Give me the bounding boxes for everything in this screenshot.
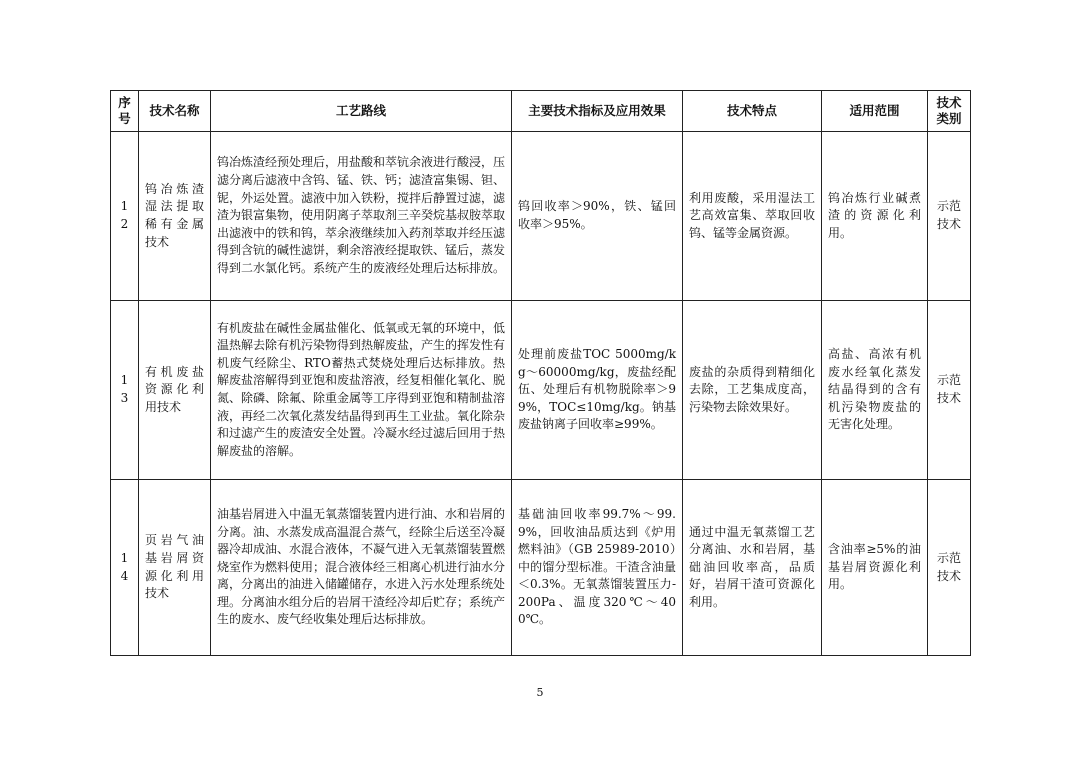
header-serial-no: 序号 — [111, 91, 139, 132]
category-cell: 示范技术 — [928, 301, 971, 480]
process-route-cell: 油基岩屑进入中温无氧蒸馏装置内进行油、水和岩屑的分离。油、水蒸发成高温混合蒸气，经除尘后送至冷凝器冷却成油、水混合液体，不凝气进入无氧蒸馏装置燃烧室作为燃料使用；混合液体经三相离心机进行油水分离，分离出的油进入储罐储存，水进入污水处理系统处理。分离油水组分后的岩屑干渣经冷却后贮存；系统产生的废水、废气经收集处理后达标排放。 — [211, 480, 512, 656]
header-scope: 适用范围 — [822, 91, 928, 132]
header-tech-name: 技术名称 — [139, 91, 211, 132]
indicators-cell: 钨回收率＞90%，铁、锰回收率＞95%。 — [512, 132, 683, 301]
process-route-cell: 有机废盐在碱性金属盐催化、低氧或无氧的环境中，低温热解去除有机污染物得到热解废盐，产生的挥发性有机废气经除尘、RTO蓄热式焚烧处理后达标排放。热解废盐溶解得到亚饱和废盐溶液，经复相催化氧化、脱氮、除磷、除氟、除重金属等工序得到亚饱和精制盐溶液，再经二次氧化蒸发结晶得到再生工业盐。氧化除杂和过滤产生的废渣安全处置。冷凝水经过滤后回用于热解废盐的溶解。 — [211, 301, 512, 480]
page-number: 5 — [536, 686, 544, 699]
features-cell: 利用废酸，采用湿法工艺高效富集、萃取回收钨、锰等金属资源。 — [683, 132, 822, 301]
scope-cell: 高盐、高浓有机废水经氧化蒸发结晶得到的含有机污染物废盐的无害化处理。 — [822, 301, 928, 480]
header-features: 技术特点 — [683, 91, 822, 132]
table-row — [111, 132, 971, 301]
category-cell: 示范技术 — [928, 480, 971, 656]
features-cell: 废盐的杂质得到精细化去除，工艺集成度高，污染物去除效果好。 — [683, 301, 822, 480]
scope-cell: 钨冶炼行业碱煮渣的资源化利用。 — [822, 132, 928, 301]
table-header-row — [111, 91, 971, 132]
serial-no-cell: 14 — [111, 480, 139, 656]
technology-table — [110, 90, 971, 656]
serial-no-cell: 13 — [111, 301, 139, 480]
header-process-route: 工艺路线 — [211, 91, 512, 132]
serial-no-cell: 12 — [111, 132, 139, 301]
tech-name-cell: 钨冶炼渣湿法提取稀有金属技术 — [139, 132, 211, 301]
indicators-cell: 基础油回收率99.7%～99.9%，回收油品质达到《炉用燃料油》（GB 25989-2010）中的馏分型标准。干渣含油量＜0.3%。无氧蒸馏装置压力-200Pa、温度320℃～400℃。 — [512, 480, 683, 656]
process-route-cell: 钨冶炼渣经预处理后，用盐酸和萃钪余液进行酸浸，压滤分离后滤液中含钨、锰、铁、钙；滤渣富集锡、钽、铌，外运处置。滤液中加入铁粉，搅拌后静置过滤，滤渣为银富集物，使用阴离子萃取剂三辛癸烷基叔胺萃取出滤液中的铁和钨，萃余液继续加入药剂萃取并经压滤得到含钪的碱性滤饼，剩余溶液经提取铁、锰后，蒸发得到二水氯化钙。系统产生的废液经处理后达标排放。 — [211, 132, 512, 301]
header-category: 技术类别 — [928, 91, 971, 132]
features-cell: 通过中温无氧蒸馏工艺分离油、水和岩屑，基础油回收率高，品质好，岩屑干渣可资源化利用。 — [683, 480, 822, 656]
table-row — [111, 480, 971, 656]
tech-name-cell: 有机废盐资源化利用技术 — [139, 301, 211, 480]
indicators-cell: 处理前废盐TOC 5000mg/kg～60000mg/kg，废盐经配伍、处理后有机物脱除率＞99%，TOC≤10mg/kg。钠基废盐钠离子回收率≥99%。 — [512, 301, 683, 480]
scope-cell: 含油率≥5%的油基岩屑资源化利用。 — [822, 480, 928, 656]
category-cell: 示范技术 — [928, 132, 971, 301]
table-row — [111, 301, 971, 480]
tech-name-cell: 页岩气油基岩屑资源化利用技术 — [139, 480, 211, 656]
header-indicators: 主要技术指标及应用效果 — [512, 91, 683, 132]
